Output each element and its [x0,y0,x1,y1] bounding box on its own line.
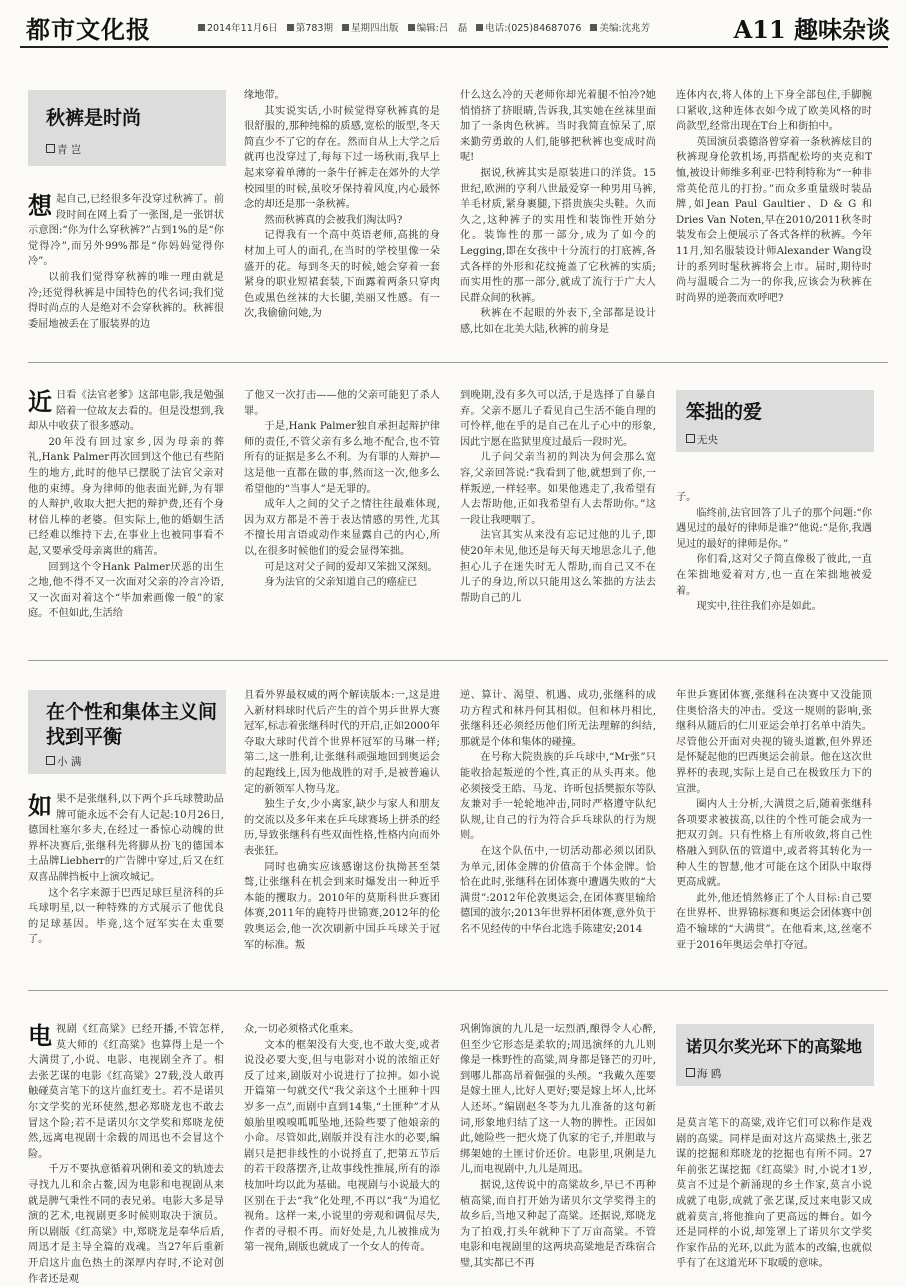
paragraph: 成年人之间的父子之情往往最难体现,因为双方都是不善于表达情感的男性,尤其不擅长用言语或动作来显露自己的内心,所以,在很多时候他们的爱会显得笨拙。 [244,499,440,557]
section-divider [28,990,888,991]
article-author: 小 满 [46,754,81,769]
paragraph: 众,一切必须格式化重来。 [244,1024,360,1035]
paragraph-text: 视剧《红高粱》已经开播,不管怎样,莫大师的《红高粱》也算得上是一个大满贯了,小说、电影、电视剧全齐了。相去张艺谋的电影《红高粱》27载,没人敢再触碰莫言笔下的这片血红麦土。若不是诺贝尔文学奖的光环使然,想必郑晓龙也不敢去冒这个险;若不是诺贝尔文学奖和郑晓龙使然,远离电视剧十余载的周迅也不会冒这个险。 [28,1024,224,1160]
bullet-square-icon [408,24,415,31]
article-column-1 [28,192,224,342]
paragraph: 此外,他还悄然修正了个人目标:自己要在世界杯、世界锦标赛和奥运会团体赛中创造不输球的“大满贯”。在他看来,这,丝毫不亚于2016年奥运会单打夺冠。 [676,892,872,951]
drop-cap: 想 [28,191,52,220]
article-column-2 [244,688,440,970]
article-title-box [676,1024,874,1086]
article-title: 诺贝尔奖光环下的高粱地 [686,1037,863,1056]
article-title-box [676,390,874,452]
paragraph: 然而秋裤真的会被我们淘汰吗? [264,214,403,226]
paragraph: 儿子问父亲当初的判决为何会那么宽容,父亲回答说:“我看到了他,就想到了你,一样叛逆,一样轻率。如果他逃走了,我希望有人去帮助他,正如我希望有人去帮助你。”这一段让我哽咽了。 [460,452,656,526]
bullet-square-icon [198,24,205,31]
masthead-meta [192,20,650,34]
article-title: 在个性和集体主义间找到平衡 [46,701,218,748]
article-column-4 [676,688,872,970]
article-author: 无央 [686,432,718,447]
paragraph: 据说,秋裤其实是原装进口的洋货。15世纪,欧洲的亨利八世最爱穿一种男用马裤,羊毛材质,紧身裹腿,下搭贵族尖头鞋。久而久之,这种裤子的实用性和装饰性开始分化。装饰性的那一部分,成为了如今的Legging,即在女孩中十分流行的打底裤,各式各样的外形和花纹掩盖了它秋裤的实质;而实用性的那一部分,就成了流行于广大人民群众间的秋裤。 [460,167,656,304]
author-box-icon [686,1068,695,1077]
paragraph: 且看外界最权威的两个解读版本:一,这是进入新材料球时代后产生的首个男乒世界大赛冠军,标志着张继科时代的开启,正如2000年夺取大球时代首个世界杯冠军的马琳一样;第二,这一胜利,让张继科顽强地回到奥运会的起跑线上,因为他战胜的对手,是被普遍认定的新领军人物马龙。 [244,690,440,795]
article-column-4 [676,1116,872,1274]
editor-credit: 编辑:吕 磊 [416,23,468,34]
paragraph: 据说,这传说中的高粱故乡,早已不再种植高粱,而自打开始为诺贝尔文学奖得主的故乡后,当地又种起了高粱。还据说,郑晓龙为了拍戏,打头年就种下了万亩高粱。不管电影和电视剧里的这两块高粱地是否珠宿合璧,其实都已不再 [460,1179,656,1269]
article-column-2 [244,388,440,630]
paragraph: 圈内人士分析,大满贯之后,随着张继科各项要求被拔高,以往的个性可能会成为一把双刃剑。只有性格上有所收敛,将自己性格融入到队伍的管道中,或者将其转化为一种人生的智慧,他才可能在这个团队中取得更高成就。 [676,799,872,889]
paragraph: 在号称大院贵族的乒乓球中,“Mr张”只能收拾起叛逆的个性,真正的从头再来。他必须接受王皓、马龙、许昕包括樊振东等队友兼对手一轮轮地冲击,同时严格遵守队纪队规,让自己的行为符合乒乓球队的行为规则。 [460,752,656,842]
paragraph: 缘地带。 [244,90,285,101]
masthead-rule [20,46,888,48]
article-individuality-collectivism [28,688,888,970]
paragraph: 可是这对父子间的爱却又笨拙又深刻。 [264,561,438,573]
paragraph: 在这个队伍中,一切活动都必须以团队为单元,团体金牌的价值高于个体金牌。恰恰在此时,张继科在团体赛中遭遇失败的“大满贯”:2012年伦敦奥运会,在团体赛里输给德国的波尔;2013年世界杯团体赛,意外负于名不见经传的中华台北选手陈建安;2014 [460,845,656,935]
bullet-square-icon [590,24,597,31]
paragraph: 连体内衣,将人体的上下身全部包住,手脚腕口紧收,这种连体衣如今成了欧美风格的时尚款型,经常出现在T台上和街拍中。 [676,90,872,133]
article-title-box [28,90,226,166]
paragraph: 是莫言笔下的高粱,戏许它们可以称作是戏剧的高粱。同样是面对这片高粱热土,张艺谋的挖掘和郑晓龙的挖掘也有所不同。27年前张艺谋挖掘《红高粱》时,小说才1岁,莫言不过是个新涌现的乡土作家,莫言小说成就了电影,成就了张艺谋,反过来电影又成就着莫言,将他推向了更高远的舞台。如今还是同样的小说,却笼罩上了诺贝尔文学奖作家作品的光环,以此为蓝本的改编,也就似乎有了在这道光环下取暖的意味。 [676,1118,872,1270]
bullet-square-icon [342,24,349,31]
paragraph: 年世乒赛团体赛,张继科在决赛中又没能顶住奥恰洛夫的冲击。受这一规则的影响,张继科从随后的仁川亚运会单打名单中消失。尽管他公开面对央视的镜头道歉,但外界还是怀疑起他的巴西奥运会前景。他在这次世界杯的表现,实际上是自己在极致压力下的宣泄。 [676,690,872,795]
section-divider [28,362,888,363]
author-box-icon [46,144,55,153]
article-column-1 [28,388,224,630]
paragraph: 回到这个令Hank Palmer厌恶的出生之地,他不得不又一次面对父亲的冷言冷语,又一次面对着这个“毕加索画像一般”的家庭。不但如此,生活给 [28,561,224,620]
paragraph [28,388,224,435]
paragraph: 临终前,法官回答了儿子的那个问题:“你遇见过的最好的律师是谁?”他说:“是你,我遇见过的最好的律师是你。” [676,507,872,550]
bullet-square-icon [476,24,483,31]
drop-cap: 电 [28,1021,52,1050]
article-column-2 [244,1022,440,1274]
phone-number: 电话:(025)84687076 [485,23,582,34]
paragraph-text: 果不是张继科,以下两个乒乓球赞助品牌可能永远不会有人记起:10月26日,德国杜塞尔多夫,在经过一番惊心动魄的世界杯决赛后,张继科先将脚从扮飞的德国本土品牌Liebherr的广告牌中穿过,后又在红双喜品牌挡板中上演攻城记。 [28,794,224,883]
weekday-edition: 星期四出版 [351,23,399,34]
paragraph: 你们看,这对父子简直像极了彼此,一直在笨拙地爱着对方,也一直在笨拙地被爱着。 [676,554,872,597]
author-box-icon [686,434,695,443]
paragraph: 逆、算计、渴望、机遇、成功,张继科的成功方程式和林丹何其相似。但和林丹相比,张继科还必须经历他们所无法理解的纠结,那就是个体和集体的碰撞。 [460,690,656,748]
article-author: 海 鸥 [686,1066,721,1081]
paragraph-text: 起自己,已经很多年没穿过秋裤了。前段时间在网上看了一张图,是一张饼状示意图:“你为什么穿秋裤?”占到1%的是“你觉得冷”,而另外99%都是“你妈妈觉得你冷”。 [28,194,224,268]
paragraph: 现实中,往往我们亦是如此。 [696,601,822,613]
article-autumn-pants [28,88,888,350]
article-title-box [28,690,226,774]
paragraph: 这个名字来源于巴西足球巨星济科的乒乓球明星,以一种特殊的方式展示了他优良的足球基因。毕竟,这个冠军实在太重要了。 [28,887,224,946]
issue-date: 2014年11月6日 [207,23,278,34]
article-column-4 [676,88,872,344]
article-column-1 [28,792,224,968]
paragraph: 什么这么冷的天老师你却光着腿不怕冷?她悄悄挤了挤眼睛,告诉我,其实她在丝袜里面加了一条肉色秋裤。当时我简直惊呆了,原来勤劳勇敢的人们,能够把秋裤也变成时尚呢! [460,90,656,164]
bullet-square-icon [287,24,294,31]
paragraph: 子。 [676,492,697,503]
section-divider [28,660,888,661]
article-column-3 [460,688,656,970]
paragraph: 20年没有回过家乡,因为母亲的葬礼,Hank Palmer再次回到这个他已有些陌生的地方,此时的他早已摆脱了法官父亲对他的束缚。身为律师的他表面光鲜,为有罪的人辩护,收取大把大把的辩护费,还有个身材倍儿棒的老婆。但实际上,他的婚姻生活已经难以维持下去,在事业上也被同事看不起,又要承受母亲离世的痛苦。 [28,436,224,557]
article-clumsy-love [28,388,888,630]
paragraph: 记得我有一个高中英语老师,高挑的身材加上可人的面孔,在当时的学校里像一朵盛开的花。每到冬天的时候,她会穿着一套紧身的职业短裙套装,下面露着两条只穿肉色或黑色丝袜的大长腿,美丽又性感。有一次,我偷偷问她,为 [244,230,440,320]
paragraph: 英国演员裘德洛曾穿着一条秋裤炫目的秋裤现身伦敦机场,再搭配松垮的夹克和T恤,被设计师维多利亚·巴特利特称为“一种非常英伦范儿的打扮。”而众多重量级时装品牌,如Jean Paul Gaultier、D & G 和 Dries Van Noten,早在2010/2011秋冬时装发布会上便展示了各式各样的秋裤。今年11月,知名服装设计师Alexander Wang设计的系列时髦秋裤将会上市。届时,期待时尚与温暖合二为一的你我,应该会为秋裤在时尚界的逆袭而欢呼吧? [676,136,872,304]
article-column-1 [28,1021,224,1285]
paragraph: 文本的框架没有大变,也不敢大变,或者说没必要大变,但与电影对小说的浓缩正好反了过来,剧版对小说进行了拉抻。如小说开篇第一句就交代“我父亲这个土匪种十四岁多一点”,而剧中直到14集,“土匪种”才从娘胎里嗅嗅呱呱坠地,还险些要了他娘亲的小命。尽管如此,剧版并没有注水的必要,编剧只是把非线性的小说捋直了,把第五节后的若干段落摆齐,让故事线性推展,所有的添枝加叶均以此为基础。电视剧与小说最大的区别在于去“我”化处理,不再以“我”为追忆视角。这样一来,小说里的旁观和调侃尽失,作者的寻根不再。而好处是,九儿被推成为第一视角,剧版也就成了一个女人的传奇。 [244,1039,440,1254]
article-title: 笨拙的爱 [686,401,763,423]
paragraph: 到晚期,没有多久可以活,于是选择了自暴自弃。父亲不愿儿子看见自己生活不能自理的可怜样,他在乎的是自己在儿子心中的形象,因此宁愿在监狱里度过最后一段时光。 [460,390,656,448]
article-column-3 [460,1022,656,1274]
paragraph: 以前我们觉得穿秋裤的唯一理由就是冷;还觉得秋裤是中国特色的代名词;我们觉得时尚点的人是绝对不会穿秋裤的。秋裤很委屈地被丢在了服装界的边 [28,271,224,330]
paragraph: 秋裤在不起眼的外表下,全部都是设计感,比如在北美大陆,秋裤的前身是 [460,308,656,335]
article-column-3 [460,388,656,630]
article-title: 秋裤是时尚 [46,107,142,129]
article-column-2 [244,88,440,344]
issue-number: 第783期 [295,23,333,34]
designer-credit: 美编:沈兆芳 [599,23,651,34]
newspaper-name: 都市文化报 [26,16,151,44]
article-sorghum-field [28,1021,888,1285]
paragraph [28,792,224,886]
paragraph: 独生子女,少小离家,缺少与家人和朋友的交流以及多年来在乒乓球赛场上拼杀的经历,导致张继科有些双面性格,性格内向而外表张狂。 [244,799,440,857]
paragraph: 巩俐饰演的九儿是一坛烈酒,酿得令人心醉,但至少它形态是柔软的;周迅演绎的九儿则像是一株野性的高粱,周身都是锋芒的刃叶,到哪儿都高昂着倔强的头颅。“我戴久莲要是嫁土匪人,比好人更好;要是嫁上坏人,比坏人还坏。”编剧赵冬苓为九儿准备的这句新词,形象地归结了这一人物的脾性。正因如此,她险些一把火烧了仇家的宅子,并胆敢与绑架她的土匪讨价还价。电影里,巩俐是九儿,而电视剧中,九儿是周迅。 [460,1024,656,1176]
article-column-4 [676,490,872,630]
article-author: 青 岂 [46,142,81,157]
masthead [20,8,890,44]
paragraph: 同时也确实应该感谢这份执拗甚至桀骜,让张继科在机会到来时爆发出一种近乎本能的攫取力。2010年的莫斯科世乒赛团体赛,2011年的鹿特丹世锦赛,2012年的伦敦奥运会,他一次次刷新中国乒乓球关于冠军的标准。叛 [244,861,440,951]
paragraph: 了他又一次打击——他的父亲可能犯了杀人罪。 [244,390,440,417]
drop-cap: 如 [28,791,52,820]
paragraph: 千万不要执意循着巩俐和姜文的轨迹去寻找九儿和余占鳌,因为电影和电视剧从来就是脾气秉性不同的表兄弟。电影大多是导演的艺术,电视剧更多时候则取决于演员。所以剧版《红高粱》中,郑晓龙是奉华后盾,周迅才是主导全篇的戏魂。当27年后重新开启这片血色热土的深厚内存时,不论对创作者还是观 [28,1164,224,1285]
drop-cap: 近 [28,387,52,416]
paragraph [28,192,224,270]
page-label: A11 趣味杂谈 [733,15,890,44]
paragraph-text: 日看《法官老爹》这部电影,我是勉强陪着一位故友去看的。但是没想到,我却从中收获了很多感动。 [28,390,224,433]
paragraph: 法官其实从来没有忘记过他的儿子,即使20年未见,他还是每天每天地思念儿子,他担心儿子在迷失时无人帮助,而自己又不在儿子的身边,所以只能用这么笨拙的方法去帮助自己的儿 [460,530,656,604]
author-box-icon [46,756,55,765]
article-column-3 [460,88,656,344]
paragraph: 身为法官的父亲知道自己的癌症已 [264,577,418,589]
paragraph [28,1022,224,1162]
paragraph: 于是,Hank Palmer独自承担起辩护律师的责任,不管父亲有多么地不配合,也不管所有的证据是多么不利。为有罪的人辩护—这是他一直都在做的事,然而这一次,他多么希望他的“当事人”是无罪的。 [244,421,440,495]
paragraph: 其实说实话,小时候觉得穿秋裤真的是很舒服的,那种纯棉的质感,宽松的版型,冬天简直少不了它的存在。然而自从上大学之后就再也没穿过了,每每下过一场秋雨,我早上起来穿着单薄的一条牛仔裤走在郊外的大学校园里的时候,虽咬牙保持着风度,内心最怀念的却还是那一条秋裤。 [244,105,440,211]
